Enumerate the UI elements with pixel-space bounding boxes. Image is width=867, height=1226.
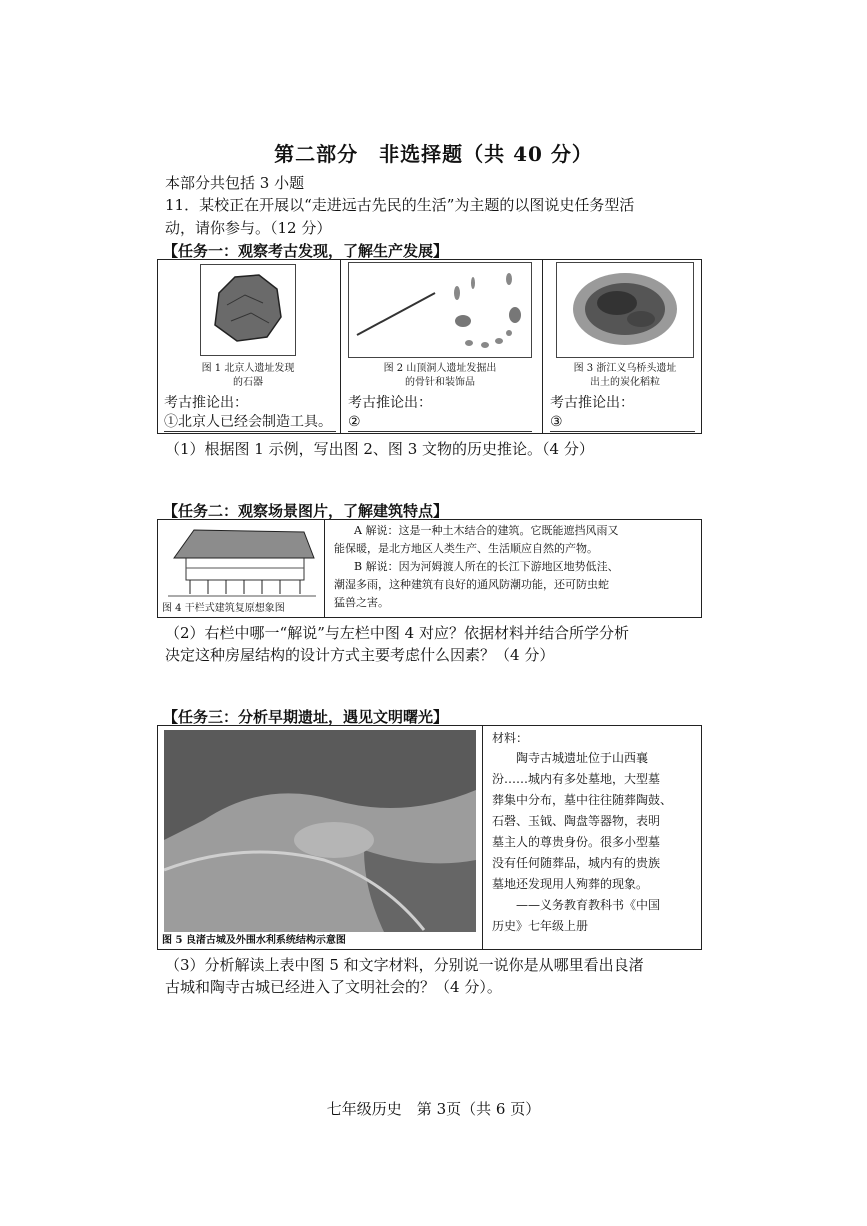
bone-needle-image (348, 262, 532, 358)
inference-1: ①北京人已经会制造工具。 (164, 413, 336, 432)
task2-heading: 【任务二：观察场景图片，了解建筑特点】 (163, 502, 449, 520)
material-line: 墓地还发现用人殉葬的现象。 (492, 877, 649, 891)
task2-question-line2: 决定这种房屋结构的设计方式主要考虑什么因素？（4 分） (165, 646, 555, 664)
explanation-b-line1: B 解说：因为河姆渡人所在的长江下游地区地势低洼、 (354, 560, 619, 573)
material-line: ——义务教育教科书《中国 (492, 898, 661, 912)
material-label: 材料： (492, 731, 529, 745)
task3-heading: 【任务三：分析早期遗址，遇见文明曙光】 (163, 708, 449, 726)
fig2-caption-2: 的骨针和装饰品 (405, 377, 475, 388)
inference-2: ② (348, 413, 532, 432)
material-line: 历史》七年级上册 (492, 919, 589, 933)
infer-label-1: 考古推论出： (164, 395, 248, 411)
fig4-caption: 图 4 干栏式建筑复原想象图 (162, 603, 285, 614)
material-block (492, 728, 698, 937)
material-line: 陶寺古城遗址位于山西襄 (492, 751, 649, 765)
stone-tool-image (200, 264, 296, 356)
q11-line2: 动，请你参与。（12 分） (165, 219, 332, 237)
page-footer: 七年级历史 第 3页（共 6 页） (326, 1100, 541, 1118)
explanation-b-line2: 潮湿多雨，这种建筑有良好的通风防潮功能，还可防虫蛇 (334, 578, 609, 591)
fig5-caption: 图 5 良渚古城及外围水利系统结构示意图 (162, 935, 346, 946)
task3-question-line1: （3）分析解读上表中图 5 和文字材料，分别说一说你是从哪里看出良渚 (165, 956, 644, 974)
task3-table (157, 725, 702, 950)
part-title: 第二部分 非选择题（共 40 分） (274, 142, 593, 166)
task3-question-line2: 古城和陶寺古城已经进入了文明社会的？（4 分）。 (165, 978, 502, 996)
task1-heading: 【任务一：观察考古发现，了解生产发展】 (163, 242, 449, 260)
liangzhu-map-image (164, 730, 476, 932)
fig1-caption-1: 图 1 北京人遗址发现 (201, 363, 295, 374)
task1-table (157, 259, 702, 434)
task1-question: （1）根据图 1 示例，写出图 2、图 3 文物的历史推论。（4 分） (165, 440, 594, 458)
fig3-caption-2: 出土的炭化稻粒 (590, 377, 660, 388)
q11-line1: 11．某校正在开展以“走进远古先民的生活”为主题的以图说史任务型活 (165, 196, 635, 214)
task2-question-line1: （2）右栏中哪一“解说”与左栏中图 4 对应？依据材料并结合所学分析 (165, 624, 629, 642)
explanation-a-line1: A 解说：这是一种土木结合的建筑。它既能遮挡风雨又 (354, 524, 619, 537)
material-line: 葬集中分布，墓中往往随葬陶鼓、 (492, 793, 673, 807)
stilt-house-image (164, 524, 320, 600)
infer-label-3: 考古推论出： (550, 395, 634, 411)
infer-label-2: 考古推论出： (348, 395, 432, 411)
rice-grains-image (556, 262, 694, 358)
task2-table (157, 519, 702, 618)
material-line: 汾……城内有多处墓地，大型墓 (492, 772, 661, 786)
fig3-caption-1: 图 3 浙江义乌桥头遗址 (573, 363, 677, 374)
fig1-caption-2: 的石器 (233, 377, 263, 388)
material-line: 墓主人的尊贵身份。很多小型墓 (492, 835, 661, 849)
explanation-b-line3: 猛兽之害。 (334, 596, 389, 609)
fig2-caption-1: 图 2 山顶洞人遗址发掘出 (383, 363, 497, 374)
explanation-a-line2: 能保暖，是北方地区人类生产、生活顺应自然的产物。 (334, 542, 598, 555)
inference-3: ③ (550, 413, 695, 432)
material-line: 没有任何随葬品，城内有的贵族 (492, 856, 661, 870)
material-line: 石磬、玉钺、陶盘等器物，表明 (492, 814, 661, 828)
intro-text: 本部分共包括 3 小题 (165, 174, 305, 192)
